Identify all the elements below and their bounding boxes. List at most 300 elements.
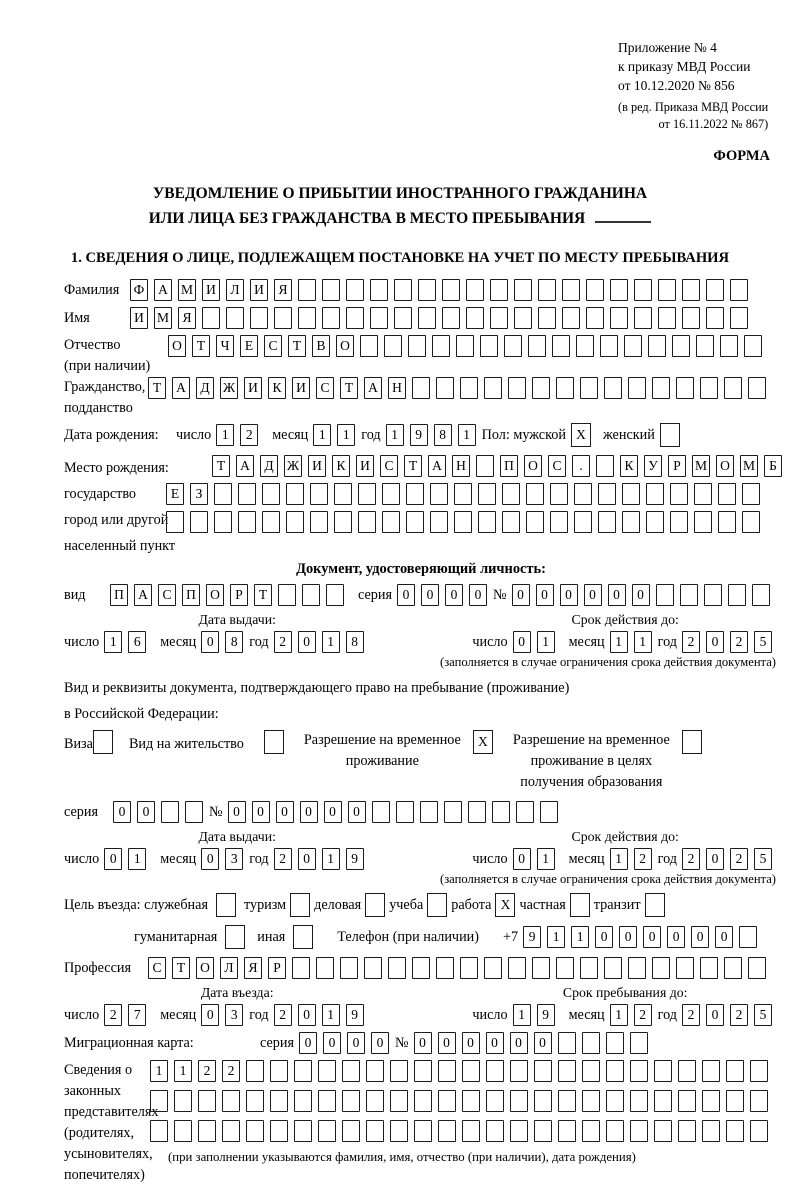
purpose-official-checkbox[interactable] [216, 893, 236, 917]
form-cell[interactable] [538, 307, 556, 329]
form-cell[interactable] [298, 279, 316, 301]
doc-issue-year[interactable] [274, 631, 370, 653]
form-cell[interactable] [326, 584, 344, 606]
form-cell[interactable] [382, 483, 400, 505]
form-cell[interactable] [670, 511, 688, 533]
form-cell[interactable]: О [524, 455, 542, 477]
form-cell[interactable]: 0 [619, 926, 637, 948]
entry-day[interactable] [104, 1004, 152, 1026]
purpose-study-checkbox[interactable] [427, 893, 447, 917]
form-cell[interactable]: 0 [608, 584, 626, 606]
form-cell[interactable]: К [620, 455, 638, 477]
form-cell[interactable] [246, 1120, 264, 1142]
form-cell[interactable]: О [336, 335, 354, 357]
form-cell[interactable]: 0 [513, 848, 531, 870]
form-cell[interactable] [468, 801, 486, 823]
form-cell[interactable]: 7 [128, 1004, 146, 1026]
form-cell[interactable] [724, 957, 742, 979]
form-cell[interactable]: 0 [536, 584, 554, 606]
form-cell[interactable] [390, 1090, 408, 1112]
purpose-private-checkbox[interactable] [570, 893, 590, 917]
form-cell[interactable] [700, 957, 718, 979]
form-cell[interactable]: 0 [137, 801, 155, 823]
form-cell[interactable] [460, 957, 478, 979]
form-cell[interactable]: В [312, 335, 330, 357]
form-cell[interactable]: С [316, 377, 334, 399]
doc-kind-input[interactable] [110, 584, 350, 606]
form-cell[interactable] [396, 801, 414, 823]
form-cell[interactable] [682, 307, 700, 329]
form-cell[interactable] [630, 1120, 648, 1142]
form-cell[interactable]: И [356, 455, 374, 477]
form-cell[interactable]: 0 [706, 631, 724, 653]
form-cell[interactable] [654, 1060, 672, 1082]
form-cell[interactable] [310, 511, 328, 533]
form-cell[interactable] [274, 307, 292, 329]
form-cell[interactable] [558, 1090, 576, 1112]
purpose-business-checkbox[interactable] [365, 893, 385, 917]
form-cell[interactable] [582, 1060, 600, 1082]
form-cell[interactable]: 0 [371, 1032, 389, 1054]
form-cell[interactable] [318, 1120, 336, 1142]
form-cell[interactable] [562, 307, 580, 329]
patronymic-input[interactable] [168, 335, 768, 357]
form-cell[interactable] [634, 279, 652, 301]
form-cell[interactable]: З [190, 483, 208, 505]
form-cell[interactable] [730, 279, 748, 301]
form-cell[interactable]: 2 [634, 1004, 652, 1026]
form-cell[interactable] [676, 957, 694, 979]
form-cell[interactable] [412, 377, 430, 399]
form-cell[interactable] [624, 335, 642, 357]
form-cell[interactable]: А [172, 377, 190, 399]
form-cell[interactable]: 1 [104, 631, 122, 653]
form-cell[interactable] [444, 801, 462, 823]
form-cell[interactable] [454, 483, 472, 505]
form-cell[interactable] [174, 1120, 192, 1142]
form-cell[interactable]: 0 [584, 584, 602, 606]
form-cell[interactable]: 1 [322, 848, 340, 870]
form-cell[interactable]: 1 [610, 631, 628, 653]
form-cell[interactable]: А [428, 455, 446, 477]
doc-valid-month[interactable] [610, 631, 658, 653]
form-cell[interactable]: 8 [346, 631, 364, 653]
representatives-input-row3[interactable] [150, 1120, 774, 1142]
residence-permit-checkbox[interactable] [264, 730, 284, 754]
form-cell[interactable]: М [154, 307, 172, 329]
form-cell[interactable]: К [268, 377, 286, 399]
form-cell[interactable] [476, 455, 494, 477]
form-cell[interactable]: 1 [537, 631, 555, 653]
form-cell[interactable] [558, 1032, 576, 1054]
form-cell[interactable] [630, 1090, 648, 1112]
form-cell[interactable]: 9 [537, 1004, 555, 1026]
form-cell[interactable] [610, 307, 628, 329]
form-cell[interactable] [427, 893, 447, 917]
form-cell[interactable] [630, 1032, 648, 1054]
form-cell[interactable] [358, 511, 376, 533]
form-cell[interactable] [540, 801, 558, 823]
form-cell[interactable] [412, 957, 430, 979]
form-cell[interactable] [658, 279, 676, 301]
permit-series-input[interactable] [113, 801, 209, 823]
form-cell[interactable]: 0 [201, 631, 219, 653]
form-cell[interactable] [366, 1090, 384, 1112]
form-cell[interactable]: А [134, 584, 152, 606]
form-cell[interactable] [646, 511, 664, 533]
form-cell[interactable] [462, 1120, 480, 1142]
entry-year[interactable] [274, 1004, 370, 1026]
form-cell[interactable] [384, 335, 402, 357]
surname-input[interactable] [130, 279, 754, 301]
form-cell[interactable]: Я [244, 957, 262, 979]
form-cell[interactable]: 0 [252, 801, 270, 823]
visa-checkbox[interactable] [93, 730, 113, 754]
form-cell[interactable] [600, 335, 618, 357]
form-cell[interactable] [316, 957, 334, 979]
form-cell[interactable] [534, 1060, 552, 1082]
form-cell[interactable]: 2 [730, 1004, 748, 1026]
permit-valid-day[interactable] [513, 848, 561, 870]
form-cell[interactable]: 2 [682, 631, 700, 653]
form-cell[interactable]: Т [288, 335, 306, 357]
form-cell[interactable] [678, 1120, 696, 1142]
form-cell[interactable]: 2 [730, 848, 748, 870]
form-cell[interactable]: Н [452, 455, 470, 477]
form-cell[interactable]: 1 [537, 848, 555, 870]
form-cell[interactable] [294, 1090, 312, 1112]
form-cell[interactable]: 1 [458, 424, 476, 446]
form-cell[interactable] [652, 957, 670, 979]
migration-series-input[interactable] [299, 1032, 395, 1054]
form-cell[interactable] [748, 957, 766, 979]
form-cell[interactable] [346, 279, 364, 301]
form-cell[interactable]: Б [764, 455, 782, 477]
form-cell[interactable] [408, 335, 426, 357]
doc-issue-day[interactable] [104, 631, 152, 653]
form-cell[interactable] [670, 483, 688, 505]
form-cell[interactable]: Л [220, 957, 238, 979]
form-cell[interactable] [484, 957, 502, 979]
form-cell[interactable]: 0 [299, 1032, 317, 1054]
form-cell[interactable] [436, 957, 454, 979]
form-cell[interactable]: 1 [150, 1060, 168, 1082]
form-cell[interactable]: 0 [643, 926, 661, 948]
form-cell[interactable]: 0 [201, 848, 219, 870]
form-cell[interactable] [442, 279, 460, 301]
form-cell[interactable] [174, 1090, 192, 1112]
form-cell[interactable]: X [495, 893, 515, 917]
form-cell[interactable] [598, 483, 616, 505]
form-cell[interactable] [430, 483, 448, 505]
form-cell[interactable]: 0 [595, 926, 613, 948]
form-cell[interactable]: 2 [682, 848, 700, 870]
form-cell[interactable]: 0 [298, 1004, 316, 1026]
form-cell[interactable] [480, 335, 498, 357]
form-cell[interactable] [486, 1090, 504, 1112]
form-cell[interactable] [702, 1060, 720, 1082]
form-cell[interactable] [214, 483, 232, 505]
birthplace-input-row1[interactable] [212, 455, 788, 477]
form-cell[interactable] [322, 279, 340, 301]
form-cell[interactable] [454, 511, 472, 533]
form-cell[interactable]: 1 [128, 848, 146, 870]
form-cell[interactable]: А [154, 279, 172, 301]
form-cell[interactable]: 8 [225, 631, 243, 653]
form-cell[interactable] [678, 1090, 696, 1112]
form-cell[interactable] [322, 307, 340, 329]
form-cell[interactable] [744, 335, 762, 357]
form-cell[interactable] [648, 335, 666, 357]
form-cell[interactable] [694, 511, 712, 533]
form-cell[interactable] [432, 335, 450, 357]
form-cell[interactable] [672, 335, 690, 357]
form-cell[interactable]: 5 [754, 848, 772, 870]
form-cell[interactable] [394, 279, 412, 301]
form-cell[interactable] [150, 1090, 168, 1112]
form-cell[interactable] [604, 377, 622, 399]
form-cell[interactable] [166, 511, 184, 533]
form-cell[interactable] [492, 801, 510, 823]
form-cell[interactable]: Т [340, 377, 358, 399]
form-cell[interactable] [558, 1060, 576, 1082]
form-cell[interactable]: 0 [348, 801, 366, 823]
form-cell[interactable]: И [308, 455, 326, 477]
form-cell[interactable]: И [250, 279, 268, 301]
form-cell[interactable]: П [110, 584, 128, 606]
form-cell[interactable] [460, 377, 478, 399]
form-cell[interactable]: Т [212, 455, 230, 477]
form-cell[interactable] [510, 1060, 528, 1082]
form-cell[interactable]: Н [388, 377, 406, 399]
form-cell[interactable] [576, 335, 594, 357]
form-cell[interactable]: 0 [534, 1032, 552, 1054]
form-cell[interactable] [406, 511, 424, 533]
form-cell[interactable] [586, 307, 604, 329]
form-cell[interactable]: 0 [347, 1032, 365, 1054]
form-cell[interactable]: 2 [730, 631, 748, 653]
form-cell[interactable] [538, 279, 556, 301]
form-cell[interactable] [222, 1090, 240, 1112]
form-cell[interactable]: 2 [274, 848, 292, 870]
form-cell[interactable] [730, 307, 748, 329]
form-cell[interactable] [390, 1120, 408, 1142]
form-cell[interactable]: О [206, 584, 224, 606]
form-cell[interactable]: . [572, 455, 590, 477]
form-cell[interactable] [456, 335, 474, 357]
form-cell[interactable] [630, 1060, 648, 1082]
form-cell[interactable]: А [236, 455, 254, 477]
form-cell[interactable] [438, 1060, 456, 1082]
permit-issue-year[interactable] [274, 848, 370, 870]
form-cell[interactable]: О [168, 335, 186, 357]
form-cell[interactable]: 0 [469, 584, 487, 606]
form-cell[interactable]: 0 [276, 801, 294, 823]
form-cell[interactable]: 0 [513, 631, 531, 653]
form-cell[interactable] [418, 279, 436, 301]
form-cell[interactable]: Л [226, 279, 244, 301]
form-cell[interactable] [294, 1060, 312, 1082]
form-cell[interactable] [654, 1090, 672, 1112]
form-cell[interactable] [742, 483, 760, 505]
form-cell[interactable]: 3 [225, 848, 243, 870]
form-cell[interactable] [226, 307, 244, 329]
form-cell[interactable] [342, 1090, 360, 1112]
form-cell[interactable] [190, 511, 208, 533]
form-cell[interactable] [340, 957, 358, 979]
form-cell[interactable] [418, 307, 436, 329]
form-cell[interactable] [366, 1120, 384, 1142]
form-cell[interactable] [390, 1060, 408, 1082]
form-cell[interactable] [382, 511, 400, 533]
citizenship-input[interactable] [148, 377, 772, 399]
form-cell[interactable]: И [292, 377, 310, 399]
form-cell[interactable] [680, 584, 698, 606]
permit-issue-day[interactable] [104, 848, 152, 870]
form-cell[interactable]: П [182, 584, 200, 606]
form-cell[interactable] [726, 1090, 744, 1112]
form-cell[interactable]: 0 [667, 926, 685, 948]
form-cell[interactable] [658, 307, 676, 329]
form-cell[interactable] [528, 335, 546, 357]
form-cell[interactable]: Т [254, 584, 272, 606]
form-cell[interactable]: 9 [410, 424, 428, 446]
form-cell[interactable] [486, 1060, 504, 1082]
form-cell[interactable]: 9 [523, 926, 541, 948]
form-cell[interactable] [406, 483, 424, 505]
form-cell[interactable] [660, 423, 680, 447]
birthplace-input-row3[interactable] [166, 511, 788, 533]
form-cell[interactable] [414, 1120, 432, 1142]
form-cell[interactable]: 0 [706, 848, 724, 870]
temp-edu-checkbox[interactable] [682, 730, 702, 754]
form-cell[interactable] [550, 483, 568, 505]
form-cell[interactable]: 0 [445, 584, 463, 606]
doc-issue-month[interactable] [201, 631, 249, 653]
form-cell[interactable] [436, 377, 454, 399]
form-cell[interactable] [702, 1090, 720, 1112]
representatives-input-row1[interactable] [150, 1060, 774, 1082]
form-cell[interactable] [478, 511, 496, 533]
form-cell[interactable]: И [130, 307, 148, 329]
form-cell[interactable] [225, 925, 245, 949]
phone-input[interactable] [523, 926, 763, 948]
sex-male-checkbox[interactable] [571, 423, 591, 447]
form-cell[interactable]: С [158, 584, 176, 606]
form-cell[interactable] [442, 307, 460, 329]
form-cell[interactable] [438, 1090, 456, 1112]
form-cell[interactable] [302, 584, 320, 606]
form-cell[interactable] [270, 1090, 288, 1112]
form-cell[interactable] [246, 1060, 264, 1082]
form-cell[interactable]: 0 [201, 1004, 219, 1026]
form-cell[interactable] [682, 730, 702, 754]
form-cell[interactable]: 2 [634, 848, 652, 870]
purpose-other-checkbox[interactable] [293, 925, 313, 949]
form-cell[interactable]: К [332, 455, 350, 477]
form-cell[interactable] [532, 377, 550, 399]
form-cell[interactable] [388, 957, 406, 979]
form-cell[interactable]: М [178, 279, 196, 301]
form-cell[interactable] [574, 511, 592, 533]
form-cell[interactable]: X [473, 730, 493, 754]
form-cell[interactable] [580, 957, 598, 979]
form-cell[interactable] [610, 279, 628, 301]
form-cell[interactable] [370, 279, 388, 301]
form-cell[interactable] [582, 1090, 600, 1112]
form-cell[interactable]: 2 [274, 631, 292, 653]
birth-day-input[interactable] [216, 424, 264, 446]
form-cell[interactable]: Я [178, 307, 196, 329]
form-cell[interactable] [342, 1060, 360, 1082]
form-cell[interactable] [358, 483, 376, 505]
form-cell[interactable] [556, 957, 574, 979]
form-cell[interactable] [290, 893, 310, 917]
form-cell[interactable]: 1 [174, 1060, 192, 1082]
form-cell[interactable] [682, 279, 700, 301]
form-cell[interactable] [622, 483, 640, 505]
form-cell[interactable] [286, 483, 304, 505]
form-cell[interactable]: Т [404, 455, 422, 477]
form-cell[interactable]: X [571, 423, 591, 447]
permit-issue-month[interactable] [201, 848, 249, 870]
form-cell[interactable] [310, 483, 328, 505]
form-cell[interactable] [438, 1120, 456, 1142]
form-cell[interactable] [214, 511, 232, 533]
form-cell[interactable] [216, 893, 236, 917]
form-cell[interactable] [462, 1060, 480, 1082]
form-cell[interactable]: 0 [104, 848, 122, 870]
form-cell[interactable] [550, 511, 568, 533]
form-cell[interactable] [298, 307, 316, 329]
form-cell[interactable]: Ж [284, 455, 302, 477]
form-cell[interactable]: Ч [216, 335, 234, 357]
form-cell[interactable] [161, 801, 179, 823]
form-cell[interactable] [478, 483, 496, 505]
form-cell[interactable] [750, 1090, 768, 1112]
form-cell[interactable] [570, 893, 590, 917]
form-cell[interactable] [414, 1090, 432, 1112]
permit-number-input[interactable] [228, 801, 564, 823]
form-cell[interactable] [508, 377, 526, 399]
form-cell[interactable] [676, 377, 694, 399]
form-cell[interactable]: Т [148, 377, 166, 399]
form-cell[interactable] [286, 511, 304, 533]
form-cell[interactable] [264, 730, 284, 754]
form-cell[interactable] [270, 1120, 288, 1142]
form-cell[interactable] [318, 1090, 336, 1112]
form-cell[interactable] [704, 584, 722, 606]
form-cell[interactable]: 9 [346, 1004, 364, 1026]
form-cell[interactable]: 0 [300, 801, 318, 823]
form-cell[interactable] [394, 307, 412, 329]
form-cell[interactable] [739, 926, 757, 948]
sex-female-checkbox[interactable] [660, 423, 680, 447]
form-cell[interactable] [510, 1090, 528, 1112]
purpose-humanitarian-checkbox[interactable] [225, 925, 245, 949]
form-cell[interactable] [246, 1090, 264, 1112]
birthplace-input-row2[interactable] [166, 483, 788, 505]
form-cell[interactable] [262, 511, 280, 533]
form-cell[interactable] [598, 511, 616, 533]
form-cell[interactable]: 1 [571, 926, 589, 948]
form-cell[interactable]: Ж [220, 377, 238, 399]
form-cell[interactable]: 0 [486, 1032, 504, 1054]
form-cell[interactable]: 1 [634, 631, 652, 653]
form-cell[interactable]: 0 [414, 1032, 432, 1054]
form-cell[interactable]: 0 [438, 1032, 456, 1054]
form-cell[interactable] [652, 377, 670, 399]
